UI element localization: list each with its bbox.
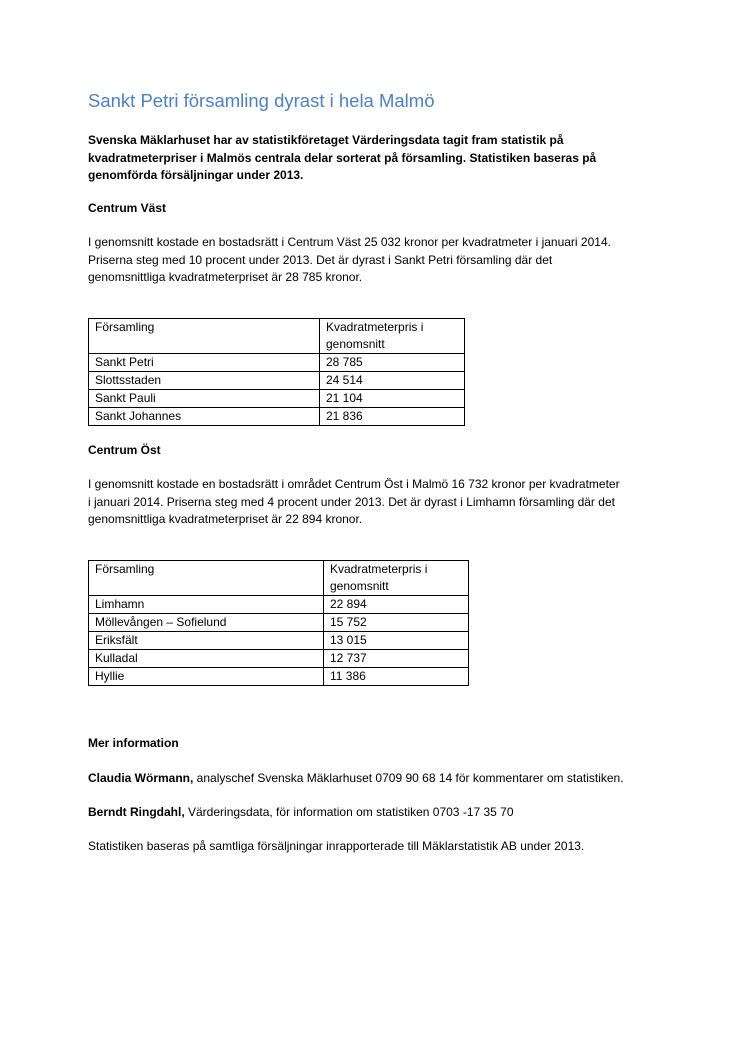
centrum-ost-table [88, 560, 469, 686]
parish-cell: Sankt Pauli [89, 390, 320, 408]
price-cell: 15 752 [324, 614, 469, 632]
centrum-vast-paragraph [88, 234, 660, 287]
centrum-vast-table [88, 318, 465, 426]
table-header-cell: Församling [89, 319, 320, 354]
section-heading-more-info: Mer information [88, 736, 179, 750]
table-header-cell: Församling [89, 561, 324, 596]
table-row [89, 668, 469, 686]
contact-text: analyschef Svenska Mäklarhuset 0709 90 68 14 för kommentarer om statistiken. [193, 771, 624, 785]
price-cell: 11 386 [324, 668, 469, 686]
header-line: genomsnitt [326, 337, 385, 351]
table-row [89, 408, 465, 426]
table-row [89, 650, 469, 668]
table-row [89, 390, 465, 408]
price-cell: 21 836 [320, 408, 465, 426]
text-line: I genomsnitt kostade en bostadsrätt i Centrum Väst 25 032 kronor per kvadratmeter i januari 2014. [88, 235, 611, 249]
price-cell: 22 894 [324, 596, 469, 614]
table-row [89, 614, 469, 632]
parish-cell: Slottsstaden [89, 372, 320, 390]
parish-cell: Limhamn [89, 596, 324, 614]
text-line: genomsnittliga kvadratmeterpriset är 28 785 kronor. [88, 270, 363, 284]
header-line: Kvadratmeterpris i [330, 562, 428, 576]
parish-cell: Kulladal [89, 650, 324, 668]
table-row [89, 632, 469, 650]
contact-line-2 [88, 804, 660, 822]
price-cell: 21 104 [320, 390, 465, 408]
price-cell: 28 785 [320, 354, 465, 372]
section-heading-centrum-vast: Centrum Väst [88, 201, 167, 215]
contact-name: Berndt Ringdahl, [88, 805, 185, 819]
header-line: Kvadratmeterpris i [326, 320, 424, 334]
table-header-row [89, 319, 465, 354]
price-cell: 12 737 [324, 650, 469, 668]
text-line: i januari 2014. Priserna steg med 4 procent under 2013. Det är dyrast i Limhamn församling där det [88, 494, 615, 509]
centrum-ost-paragraph [88, 476, 660, 529]
contact-line-1 [88, 770, 660, 788]
parish-cell: Möllevången – Sofielund [89, 614, 324, 632]
table-header-cell [320, 319, 465, 354]
parish-cell: Sankt Johannes [89, 408, 320, 426]
table-header-cell [324, 561, 469, 596]
contact-text: Värderingsdata, för information om statistiken 0703 -17 35 70 [184, 805, 514, 819]
contact-name: Claudia Wörmann, [88, 771, 194, 785]
table-header-row [89, 561, 469, 596]
table-row [89, 372, 465, 390]
parish-cell: Hyllie [89, 668, 324, 686]
parish-cell: Eriksfält [89, 632, 324, 650]
table-row [89, 596, 469, 614]
footer-note: Statistiken baseras på samtliga försäljningar inrapporterade till Mäklarstatistik AB under 2013. [88, 839, 585, 853]
section-heading-centrum-ost: Centrum Öst [88, 443, 161, 457]
parish-cell: Sankt Petri [89, 354, 320, 372]
price-cell: 24 514 [320, 372, 465, 390]
page-title: Sankt Petri församling dyrast i hela Malmö [88, 90, 435, 111]
lead-paragraph: Svenska Mäklarhuset har av statistikföretaget Värderingsdata tagit fram statistik på kvadratmeterpriser i Malmös centrala delar sorterat på församling. Statistiken baseras på genomförda försäljningar under 2013. [88, 133, 597, 182]
table-row [89, 354, 465, 372]
header-line: genomsnitt [330, 579, 389, 593]
text-line: I genomsnitt kostade en bostadsrätt i området Centrum Öst i Malmö 16 732 kronor per kvadratmeter [88, 477, 620, 491]
text-line: genomsnittliga kvadratmeterpriset är 22 894 kronor. [88, 512, 363, 526]
text-line: Priserna steg med 10 procent under 2013. Det är dyrast i Sankt Petri församling där det [88, 252, 553, 267]
price-cell: 13 015 [324, 632, 469, 650]
